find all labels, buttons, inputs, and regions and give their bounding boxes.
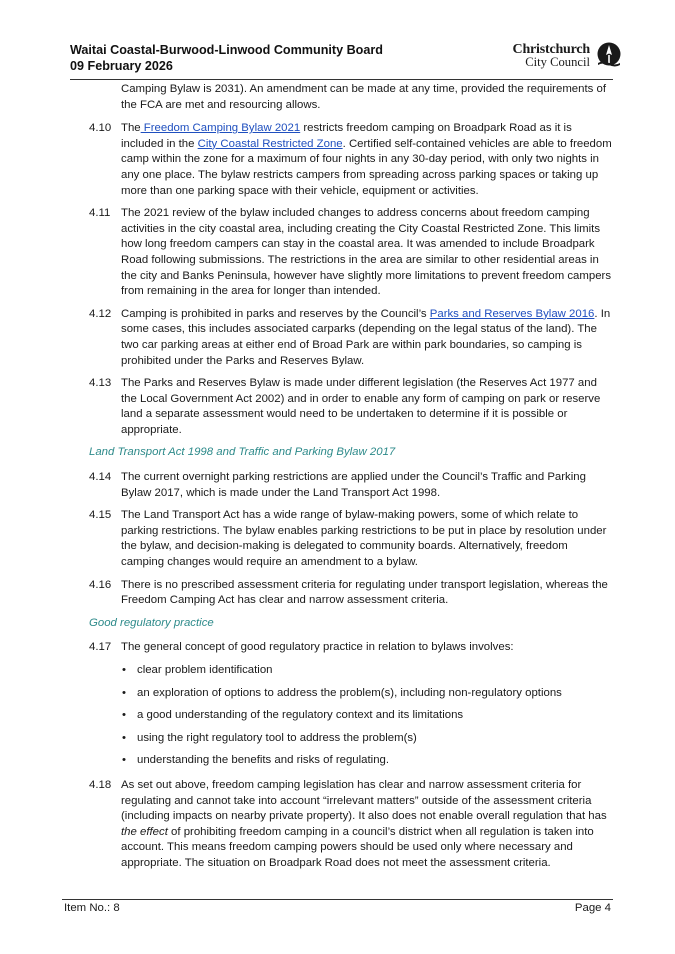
section-subheading: Good regulatory practice xyxy=(89,616,214,629)
item-number: Item No.: 8 xyxy=(64,902,120,914)
paragraph-number: 4.14 xyxy=(89,471,112,484)
logo-line-1: Christchurch xyxy=(512,42,590,57)
logo-line-2: City Council xyxy=(525,55,590,69)
paragraph-4-16 xyxy=(89,578,613,609)
paragraph-text: . In some cases, this includes associated carparks (depending on the legal status of the land). The two car parking areas at either end of Broad Park are within park boundaries, so camping is prohibited under the Parks and Reserves Bylaw. xyxy=(121,307,611,367)
document-body xyxy=(89,82,613,879)
list-item: • using the right regulatory tool to address the problem(s) xyxy=(121,731,613,747)
paragraph-continuation: Camping Bylaw is 2031). An amendment can be made at any time, provided the requirements of the FCA are met and resourcing allows. xyxy=(121,83,606,111)
logo-wordmark xyxy=(513,43,590,68)
paragraph-number: 4.10 xyxy=(89,122,112,135)
paragraph-4-14 xyxy=(89,470,613,501)
council-logo xyxy=(499,42,623,72)
meeting-date: 09 February 2026 xyxy=(70,59,173,73)
paragraph-text: . Certified self-contained vehicles are able to freedom camp within the zone for a maximum of four nights in any 30-day period, with only two nights in any one place. The bylaw restricts campers from spreading across parking spaces or taking up more than one parking space with their vehicle, equipment or activities. xyxy=(121,137,612,197)
paragraph-number: 4.11 xyxy=(89,207,111,220)
paragraph-4-10 xyxy=(89,121,613,199)
header-rule xyxy=(70,79,613,80)
paragraph-text: of prohibiting freedom camping in a council’s district when all regulation is taken into account. This means freedom camping powers should be used only where necessary and appropriate. The situation on Broadpark Road does not meet the assessment criteria. xyxy=(121,825,594,869)
paragraph-4-15 xyxy=(89,508,613,570)
paragraph-text: The general concept of good regulatory practice in relation to bylaws involves: xyxy=(121,641,514,654)
paragraph-4-11 xyxy=(89,206,613,300)
cathedral-logo-icon xyxy=(595,42,623,70)
paragraph-4-18 xyxy=(89,778,613,872)
paragraph-text: Camping is prohibited in parks and reserves by the Council’s xyxy=(121,307,430,320)
section-subheading: Land Transport Act 1998 and Traffic and Parking Bylaw 2017 xyxy=(89,446,396,459)
paragraph-text: The 2021 review of the bylaw included changes to address concerns about freedom camping activities in the city coastal area, including creating the City Coastal Restricted Zone. This limits how long freedom campers can stay in the coastal area. It was amended to include Broadpark Road following submissions. The restrictions in the area are similar to other residential areas in the city and Banks Peninsula, however have slightly more limitations to prevent freedom campers from remaining in the area for longer than intended. xyxy=(121,207,612,298)
page-number: Page 4 xyxy=(574,902,611,914)
paragraph-4-12 xyxy=(89,307,613,369)
freedom-camping-bylaw-link[interactable]: Freedom Camping Bylaw 2021 xyxy=(140,122,301,135)
paragraph-text: As set out above, freedom camping legislation has clear and narrow assessment criteria for regulating and cannot take into account “irrelevant matters” outside of the assessment criteria (including impacts on nearby private property). It also does not enable overall regulation that has xyxy=(121,778,607,823)
paragraph-number: 4.18 xyxy=(89,778,112,791)
paragraph-number: 4.17 xyxy=(89,641,112,654)
paragraph-number: 4.13 xyxy=(89,377,112,390)
paragraph-text: There is no prescribed assessment criteria for regulating under transport legislation, whereas the Freedom Camping Act has clear and narrow assessment criteria. xyxy=(121,578,608,607)
paragraph-text: The Land Transport Act has a wide range of bylaw-making powers, some of which relate to parking restrictions. The bylaw enables parking restrictions to be put in place by resolution under the bylaw, and decision-making is delegated to community boards. Alternatively, freedom camping changes would require an amendment to a bylaw. xyxy=(121,509,607,569)
parks-and-reserves-bylaw-link[interactable]: Parks and Reserves Bylaw 2016 xyxy=(429,307,595,320)
board-name: Waitai Coastal-Burwood-Linwood Community Board xyxy=(70,43,383,57)
city-coastal-restricted-zone-link[interactable]: City Coastal Restricted Zone xyxy=(197,137,343,150)
list-item: • a good understanding of the regulatory context and its limitations xyxy=(121,708,613,724)
footer-rule xyxy=(62,899,613,900)
paragraph-number: 4.16 xyxy=(89,578,112,591)
paragraph-4-17 xyxy=(89,640,613,656)
list-item: • clear problem identification xyxy=(121,663,613,679)
paragraph-4-13 xyxy=(89,376,613,438)
paragraph-text: restricts freedom camping on Broadpark Road as it is included in the xyxy=(121,122,572,150)
emphasis-text: the effect xyxy=(121,825,168,838)
bullet-list xyxy=(89,663,613,769)
paragraph-number: 4.12 xyxy=(89,307,112,320)
page-header xyxy=(70,42,623,78)
paragraph-text: The current overnight parking restrictions are applied under the Council’s Traffic and Parking Bylaw 2017, which is made under the Land Transport Act 1998. xyxy=(121,471,586,499)
list-item: • an exploration of options to address the problem(s), including non-regulatory options xyxy=(121,686,613,702)
paragraph-text: The xyxy=(121,122,141,135)
paragraph-text: The Parks and Reserves Bylaw is made under different legislation (the Reserves Act 1977 and the Local Government Act 2002) and in order to enable any form of camping on park or reserve land a separate assessment would need to be undertaken to determine if it is possible or appropriate. xyxy=(121,377,601,436)
list-item: • understanding the benefits and risks of regulating. xyxy=(121,753,613,769)
paragraph-number: 4.15 xyxy=(89,509,112,522)
